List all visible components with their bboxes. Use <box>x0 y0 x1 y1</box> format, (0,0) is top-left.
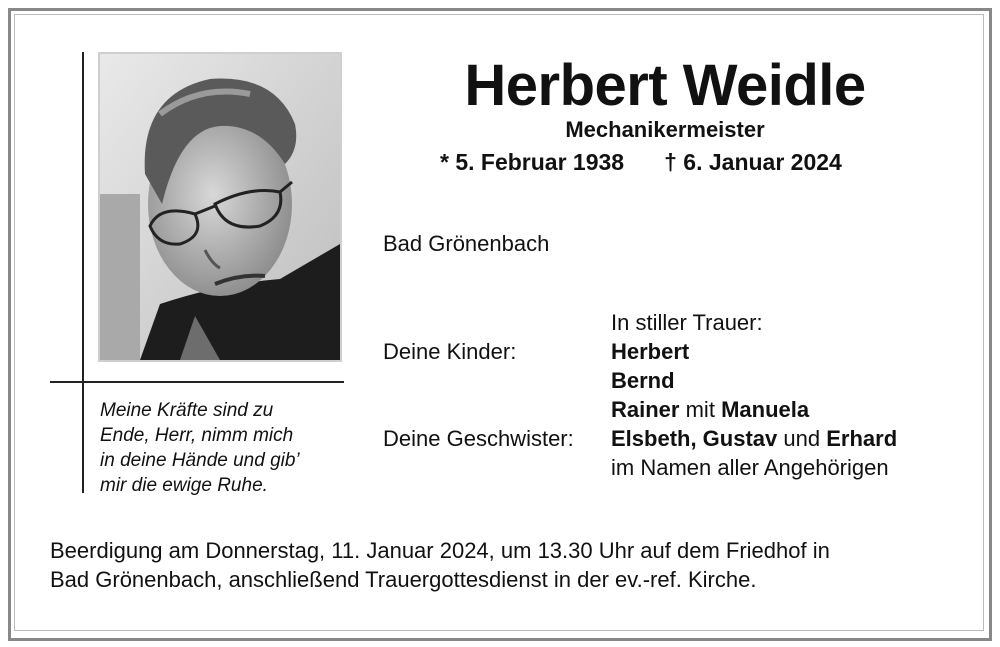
child-name: Rainer <box>611 397 680 422</box>
horizontal-divider <box>50 381 344 383</box>
quote-line: Ende, Herr, nimm mich <box>100 425 294 446</box>
child-name: Bernd <box>611 368 675 393</box>
mourners-intro: In stiller Trauer: <box>611 310 763 335</box>
child-name: Herbert <box>611 339 690 364</box>
closing-text: im Namen aller Angehörigen <box>611 455 889 480</box>
quote-line: Meine Kräfte sind zu <box>100 400 274 421</box>
quote-line: in deine Hände und gib’ <box>100 450 300 471</box>
sibling-name: Erhard <box>826 426 898 451</box>
conjunction: mit <box>685 397 715 422</box>
quote-line: mir die ewige Ruhe. <box>100 475 268 496</box>
funeral-line: Bad Grönenbach, anschließend Trauergottesdienst in der ev.-ref. Kirche. <box>50 567 757 592</box>
portrait-photo <box>98 52 342 362</box>
partner-name: Manuela <box>721 397 810 422</box>
deceased-name: Herbert Weidle <box>464 53 866 118</box>
deceased-profession: Mechanikermeister <box>565 117 765 142</box>
death-date: † 6. Januar 2024 <box>664 149 842 175</box>
conjunction: und <box>783 426 821 451</box>
siblings-label: Deine Geschwister: <box>383 426 574 451</box>
bible-quote <box>100 398 360 498</box>
children-label: Deine Kinder: <box>383 339 517 364</box>
residence-place: Bad Grönenbach <box>383 231 550 256</box>
funeral-line: Beerdigung am Donnerstag, 11. Januar 2024, um 13.30 Uhr auf dem Friedhof in <box>50 538 830 563</box>
sibling-names: Elsbeth, Gustav <box>611 426 778 451</box>
life-dates <box>440 149 900 176</box>
portrait-illustration <box>100 54 340 360</box>
funeral-announcement <box>50 536 970 594</box>
vertical-divider <box>82 52 84 493</box>
birth-date: * 5. Februar 1938 <box>440 149 625 175</box>
